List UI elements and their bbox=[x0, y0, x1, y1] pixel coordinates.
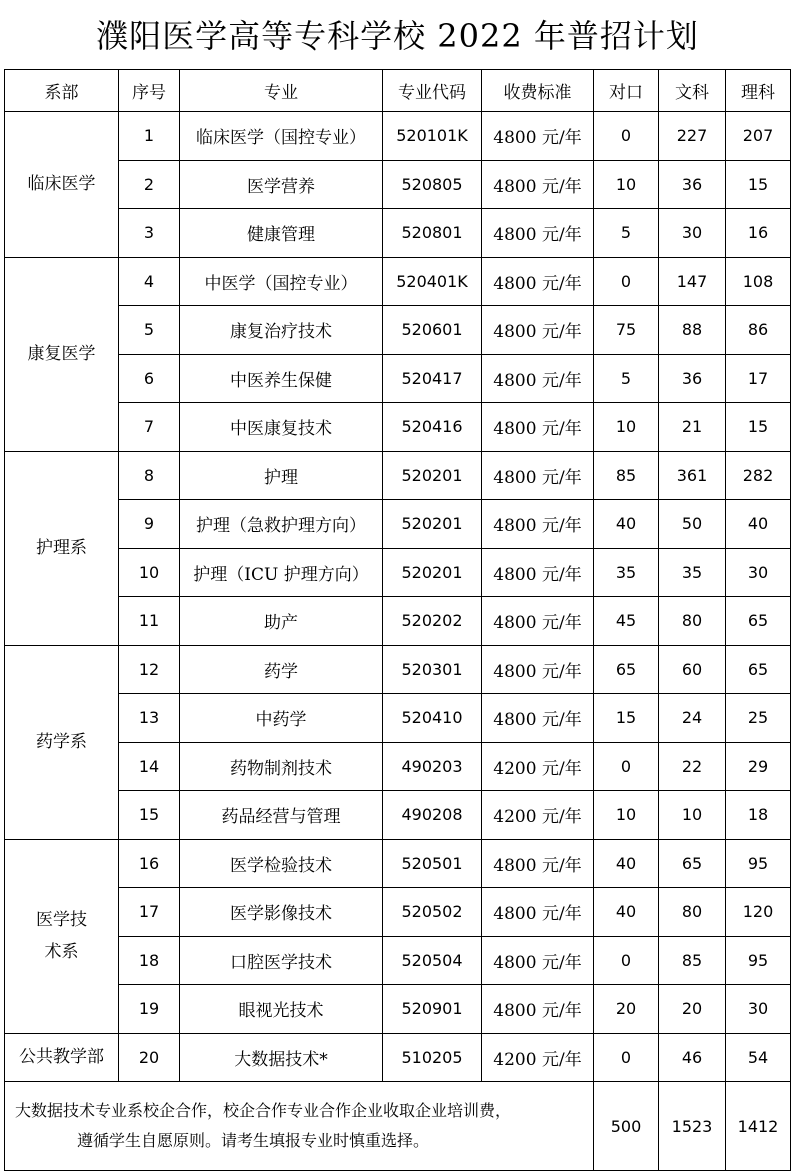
quota-like: 25 bbox=[726, 694, 791, 743]
major-code: 520101K bbox=[383, 112, 482, 161]
department-cell: 药学系 bbox=[5, 645, 119, 839]
quota-duikou: 65 bbox=[594, 645, 659, 694]
quota-like: 120 bbox=[726, 888, 791, 937]
tuition-fee: 4200 元/年 bbox=[482, 1033, 594, 1082]
table-row bbox=[5, 742, 791, 791]
col-header-wenke: 文科 bbox=[659, 70, 726, 112]
tuition-fee: 4800 元/年 bbox=[482, 306, 594, 355]
quota-duikou: 10 bbox=[594, 403, 659, 452]
quota-like: 65 bbox=[726, 645, 791, 694]
quota-wenke: 361 bbox=[659, 451, 726, 500]
tuition-fee: 4800 元/年 bbox=[482, 209, 594, 258]
quota-wenke: 36 bbox=[659, 354, 726, 403]
major-name: 护理（ICU 护理方向） bbox=[180, 548, 383, 597]
quota-wenke: 80 bbox=[659, 888, 726, 937]
row-number: 4 bbox=[119, 257, 180, 306]
quota-like: 282 bbox=[726, 451, 791, 500]
quota-wenke: 35 bbox=[659, 548, 726, 597]
footer-note-line-1: 大数据技术专业系校企合作，校企合作专业合作企业收取企业培训费， bbox=[15, 1101, 512, 1120]
department-cell: 公共教学部 bbox=[5, 1033, 119, 1082]
major-name: 医学影像技术 bbox=[180, 888, 383, 937]
table-row bbox=[5, 791, 791, 840]
major-name: 中医养生保健 bbox=[180, 354, 383, 403]
quota-duikou: 10 bbox=[594, 791, 659, 840]
major-code: 510205 bbox=[383, 1033, 482, 1082]
major-code: 520416 bbox=[383, 403, 482, 452]
row-number: 15 bbox=[119, 791, 180, 840]
row-number: 13 bbox=[119, 694, 180, 743]
major-code: 490203 bbox=[383, 742, 482, 791]
major-code: 520805 bbox=[383, 160, 482, 209]
department-cell bbox=[5, 839, 119, 1033]
row-number: 18 bbox=[119, 936, 180, 985]
row-number: 9 bbox=[119, 500, 180, 549]
quota-wenke: 30 bbox=[659, 209, 726, 258]
major-code: 520401K bbox=[383, 257, 482, 306]
col-header-no: 序号 bbox=[119, 70, 180, 112]
major-name: 口腔医学技术 bbox=[180, 936, 383, 985]
row-number: 19 bbox=[119, 985, 180, 1034]
row-number: 2 bbox=[119, 160, 180, 209]
quota-wenke: 10 bbox=[659, 791, 726, 840]
total-duikou: 500 bbox=[594, 1082, 659, 1171]
tuition-fee: 4800 元/年 bbox=[482, 985, 594, 1034]
major-code: 520801 bbox=[383, 209, 482, 258]
major-name: 护理（急救护理方向） bbox=[180, 500, 383, 549]
tuition-fee: 4800 元/年 bbox=[482, 839, 594, 888]
quota-like: 95 bbox=[726, 936, 791, 985]
major-code: 520410 bbox=[383, 694, 482, 743]
row-number: 7 bbox=[119, 403, 180, 452]
quota-duikou: 0 bbox=[594, 1033, 659, 1082]
major-code: 520901 bbox=[383, 985, 482, 1034]
major-name: 临床医学（国控专业） bbox=[180, 112, 383, 161]
tuition-fee: 4800 元/年 bbox=[482, 500, 594, 549]
quota-wenke: 22 bbox=[659, 742, 726, 791]
row-number: 12 bbox=[119, 645, 180, 694]
quota-wenke: 24 bbox=[659, 694, 726, 743]
row-number: 14 bbox=[119, 742, 180, 791]
table-body bbox=[5, 112, 791, 1082]
major-code: 520301 bbox=[383, 645, 482, 694]
department-name-line: 医学技 bbox=[36, 910, 87, 930]
quota-wenke: 227 bbox=[659, 112, 726, 161]
row-number: 10 bbox=[119, 548, 180, 597]
quota-duikou: 40 bbox=[594, 888, 659, 937]
major-code: 520502 bbox=[383, 888, 482, 937]
table-row bbox=[5, 936, 791, 985]
total-like: 1412 bbox=[726, 1082, 791, 1171]
quota-like: 108 bbox=[726, 257, 791, 306]
table-row bbox=[5, 500, 791, 549]
table-row bbox=[5, 354, 791, 403]
col-header-code: 专业代码 bbox=[383, 70, 482, 112]
quota-duikou: 10 bbox=[594, 160, 659, 209]
quota-like: 15 bbox=[726, 403, 791, 452]
table-row bbox=[5, 1033, 791, 1082]
department-cell: 护理系 bbox=[5, 451, 119, 645]
major-name: 健康管理 bbox=[180, 209, 383, 258]
row-number: 20 bbox=[119, 1033, 180, 1082]
table-row bbox=[5, 403, 791, 452]
major-name: 康复治疗技术 bbox=[180, 306, 383, 355]
tuition-fee: 4800 元/年 bbox=[482, 451, 594, 500]
quota-like: 30 bbox=[726, 548, 791, 597]
department-cell: 康复医学 bbox=[5, 257, 119, 451]
major-code: 490208 bbox=[383, 791, 482, 840]
page-title: 濮阳医学高等专科学校 2022 年普招计划 bbox=[96, 17, 699, 55]
major-code: 520501 bbox=[383, 839, 482, 888]
quota-like: 40 bbox=[726, 500, 791, 549]
quota-wenke: 21 bbox=[659, 403, 726, 452]
tuition-fee: 4800 元/年 bbox=[482, 354, 594, 403]
table-row bbox=[5, 694, 791, 743]
row-number: 3 bbox=[119, 209, 180, 258]
quota-like: 54 bbox=[726, 1033, 791, 1082]
major-code: 520201 bbox=[383, 500, 482, 549]
quota-like: 65 bbox=[726, 597, 791, 646]
tuition-fee: 4800 元/年 bbox=[482, 645, 594, 694]
quota-wenke: 36 bbox=[659, 160, 726, 209]
tuition-fee: 4800 元/年 bbox=[482, 548, 594, 597]
quota-wenke: 50 bbox=[659, 500, 726, 549]
quota-duikou: 0 bbox=[594, 742, 659, 791]
quota-like: 16 bbox=[726, 209, 791, 258]
major-name: 助产 bbox=[180, 597, 383, 646]
tuition-fee: 4800 元/年 bbox=[482, 160, 594, 209]
footer-note-line-2: 遵循学生自愿原则。请考生填报专业时慎重选择。 bbox=[77, 1131, 430, 1150]
row-number: 5 bbox=[119, 306, 180, 355]
major-name: 医学检验技术 bbox=[180, 839, 383, 888]
table-row bbox=[5, 112, 791, 161]
major-name: 中医康复技术 bbox=[180, 403, 383, 452]
quota-duikou: 20 bbox=[594, 985, 659, 1034]
quota-duikou: 0 bbox=[594, 936, 659, 985]
tuition-fee: 4800 元/年 bbox=[482, 112, 594, 161]
quota-duikou: 85 bbox=[594, 451, 659, 500]
quota-like: 86 bbox=[726, 306, 791, 355]
quota-wenke: 65 bbox=[659, 839, 726, 888]
table-row bbox=[5, 451, 791, 500]
quota-wenke: 60 bbox=[659, 645, 726, 694]
tuition-fee: 4200 元/年 bbox=[482, 791, 594, 840]
major-code: 520201 bbox=[383, 548, 482, 597]
quota-duikou: 5 bbox=[594, 209, 659, 258]
major-name: 医学营养 bbox=[180, 160, 383, 209]
quota-wenke: 20 bbox=[659, 985, 726, 1034]
tuition-fee: 4800 元/年 bbox=[482, 257, 594, 306]
quota-duikou: 0 bbox=[594, 112, 659, 161]
col-header-dept: 系部 bbox=[5, 70, 119, 112]
row-number: 11 bbox=[119, 597, 180, 646]
footer-row bbox=[5, 1082, 791, 1171]
table-row bbox=[5, 645, 791, 694]
department-cell: 临床医学 bbox=[5, 112, 119, 258]
quota-wenke: 147 bbox=[659, 257, 726, 306]
major-code: 520504 bbox=[383, 936, 482, 985]
quota-duikou: 40 bbox=[594, 839, 659, 888]
quota-duikou: 40 bbox=[594, 500, 659, 549]
tuition-fee: 4800 元/年 bbox=[482, 888, 594, 937]
table-row bbox=[5, 597, 791, 646]
table-row bbox=[5, 209, 791, 258]
quota-duikou: 15 bbox=[594, 694, 659, 743]
major-name: 大数据技术* bbox=[180, 1033, 383, 1082]
tuition-fee: 4200 元/年 bbox=[482, 742, 594, 791]
quota-like: 18 bbox=[726, 791, 791, 840]
quota-like: 29 bbox=[726, 742, 791, 791]
tuition-fee: 4800 元/年 bbox=[482, 694, 594, 743]
table-row bbox=[5, 160, 791, 209]
row-number: 8 bbox=[119, 451, 180, 500]
row-number: 6 bbox=[119, 354, 180, 403]
row-number: 16 bbox=[119, 839, 180, 888]
quota-wenke: 80 bbox=[659, 597, 726, 646]
major-name: 药品经营与管理 bbox=[180, 791, 383, 840]
quota-wenke: 46 bbox=[659, 1033, 726, 1082]
major-code: 520601 bbox=[383, 306, 482, 355]
tuition-fee: 4800 元/年 bbox=[482, 403, 594, 452]
table-row bbox=[5, 306, 791, 355]
major-code: 520417 bbox=[383, 354, 482, 403]
tuition-fee: 4800 元/年 bbox=[482, 597, 594, 646]
row-number: 17 bbox=[119, 888, 180, 937]
quota-like: 17 bbox=[726, 354, 791, 403]
quota-wenke: 88 bbox=[659, 306, 726, 355]
quota-like: 95 bbox=[726, 839, 791, 888]
quota-duikou: 45 bbox=[594, 597, 659, 646]
total-wenke: 1523 bbox=[659, 1082, 726, 1171]
col-header-duikou: 对口 bbox=[594, 70, 659, 112]
major-name: 中药学 bbox=[180, 694, 383, 743]
major-name: 药物制剂技术 bbox=[180, 742, 383, 791]
col-header-major: 专业 bbox=[180, 70, 383, 112]
tuition-fee: 4800 元/年 bbox=[482, 936, 594, 985]
table-row bbox=[5, 888, 791, 937]
major-code: 520201 bbox=[383, 451, 482, 500]
col-header-fee: 收费标准 bbox=[482, 70, 594, 112]
table-row bbox=[5, 985, 791, 1034]
table-row bbox=[5, 839, 791, 888]
major-code: 520202 bbox=[383, 597, 482, 646]
enrollment-plan-table bbox=[4, 69, 791, 1171]
quota-duikou: 5 bbox=[594, 354, 659, 403]
quota-like: 30 bbox=[726, 985, 791, 1034]
quota-wenke: 85 bbox=[659, 936, 726, 985]
quota-like: 15 bbox=[726, 160, 791, 209]
quota-duikou: 0 bbox=[594, 257, 659, 306]
col-header-like: 理科 bbox=[726, 70, 791, 112]
major-name: 药学 bbox=[180, 645, 383, 694]
row-number: 1 bbox=[119, 112, 180, 161]
table-row bbox=[5, 257, 791, 306]
table-row bbox=[5, 548, 791, 597]
quota-like: 207 bbox=[726, 112, 791, 161]
major-name: 中医学（国控专业） bbox=[180, 257, 383, 306]
department-name-line: 术系 bbox=[44, 942, 79, 962]
quota-duikou: 35 bbox=[594, 548, 659, 597]
footer-note bbox=[5, 1082, 594, 1171]
header-row bbox=[5, 70, 791, 112]
quota-duikou: 75 bbox=[594, 306, 659, 355]
major-name: 眼视光技术 bbox=[180, 985, 383, 1034]
major-name: 护理 bbox=[180, 451, 383, 500]
